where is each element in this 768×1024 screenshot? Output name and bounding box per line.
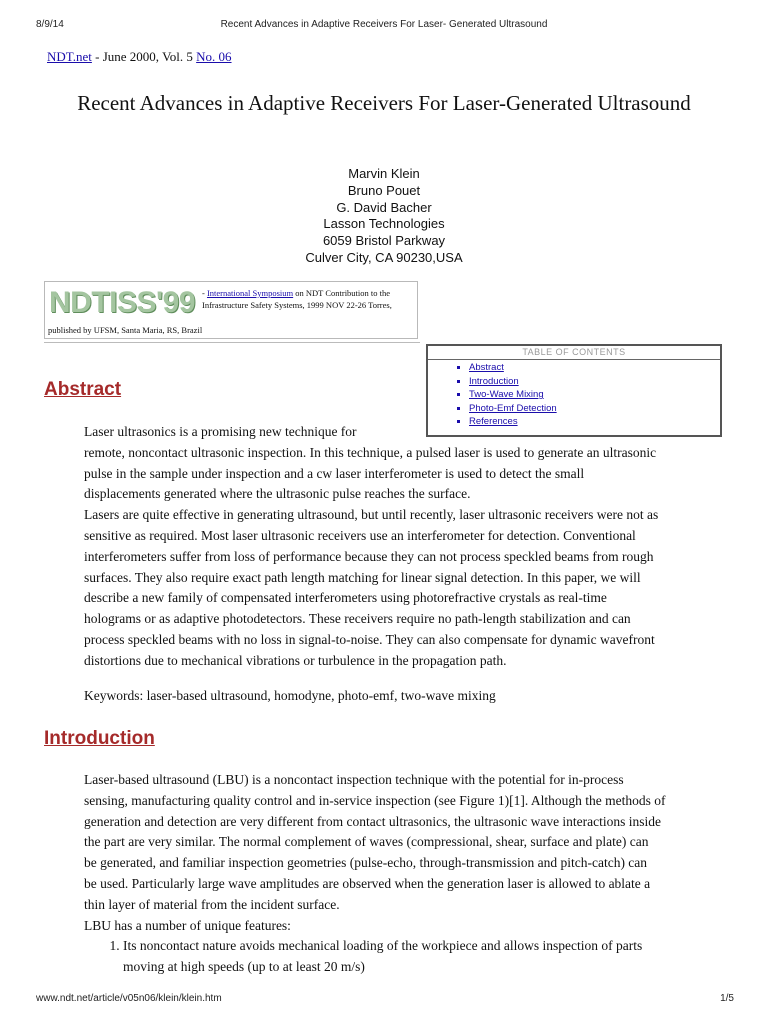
text-line: sensitive as required. Most laser ultrasonic receivers use an interferometer for detection. Conventional xyxy=(84,527,636,543)
address-line: Culver City, CA 90230,USA xyxy=(305,249,463,265)
toc-link-introduction[interactable]: Introduction xyxy=(469,375,519,387)
text-line: the part are very similar. The normal complement of waves (compressional, shear, surface and plate) can xyxy=(84,834,649,850)
symposium-link[interactable]: International Symposium xyxy=(206,288,294,298)
toc-link-two-wave-mixing[interactable]: Two-Wave Mixing xyxy=(469,389,544,401)
text-line: interferometers suffer from loss of performance because they can not process speckled beams from rough xyxy=(84,548,654,564)
publisher-text: published by UFSM, Santa Maria, RS, Brazil xyxy=(48,325,203,335)
text-line: moving at high speeds (up to at least 20 m/s) xyxy=(123,958,365,974)
toc-link-references[interactable]: References xyxy=(469,416,518,428)
text-line: process speckled beams with no loss in signal-to-noise. They can also compensate for dynamic wavefront xyxy=(84,631,655,647)
issue-link[interactable]: No. 06 xyxy=(196,49,232,64)
text-line: displacements generated where the ultrasonic pulse reaches the surface. xyxy=(84,486,471,502)
author-line: Marvin Klein xyxy=(348,166,420,181)
print-title: Recent Advances in Adaptive Receivers For Laser- Generated Ultrasound xyxy=(220,19,548,30)
text-line: pulse in the sample under inspection and a cw laser interferometer is used to detect the small xyxy=(84,465,585,481)
text-line: be used. Particularly large wave amplitudes are observed when the generation laser is allowed to ablate a xyxy=(84,875,651,891)
author-line: Bruno Pouet xyxy=(347,182,421,198)
toc-list xyxy=(457,361,557,429)
text-line: holograms or as adaptive photodetectors. These receivers require no path-length stabilization and can xyxy=(84,611,631,627)
text-line: remote, noncontact ultrasonic inspection. In this technique, a pulsed laser is used to generate an ultrasonic xyxy=(84,444,657,460)
text-line: be generated, and familiar inspection geometries (pulse-echo, through-transmission and pitch-catch) can xyxy=(84,855,648,871)
symposium-description xyxy=(202,287,414,311)
affiliation-line: Lasson Technologies xyxy=(323,216,445,232)
toc-item xyxy=(469,375,557,389)
symposium-text: on NDT Contribution to the Infrastructure Safety Systems, 1999 NOV 22-26 Torres, xyxy=(202,288,392,310)
toc-heading: TABLE OF CONTENTS xyxy=(428,346,720,360)
page-title: Recent Advances in Adaptive Receivers For Laser-Generated Ultrasound xyxy=(77,91,691,115)
introduction-heading: Introduction xyxy=(44,728,155,749)
site-link[interactable]: NDT.net xyxy=(47,49,92,64)
toc-item xyxy=(469,388,557,402)
text-line: LBU has a number of unique features: xyxy=(84,917,291,933)
divider xyxy=(44,342,420,343)
address-line: 6059 Bristol Parkway xyxy=(322,233,446,249)
print-page-number: 1/5 xyxy=(720,993,734,1004)
breadcrumb xyxy=(47,49,232,65)
text-line: distortions due to mechanical vibrations or turbulence in the propagation path. xyxy=(84,652,507,668)
toc-item xyxy=(469,361,557,375)
print-date: 8/9/14 xyxy=(36,19,64,30)
toc-link-abstract[interactable]: Abstract xyxy=(469,362,504,373)
issue-text: - June 2000, Vol. 5 xyxy=(91,49,197,64)
abstract-heading: Abstract xyxy=(44,379,122,400)
list-item xyxy=(123,936,763,978)
keywords: Keywords: laser-based ultrasound, homodyne, photo-emf, two-wave mixing xyxy=(84,688,496,703)
symposium-banner xyxy=(44,281,418,339)
text-line: surfaces. They also require exact path length matching for linear signal detection. In this paper, we will xyxy=(84,569,641,585)
author-line: G. David Bacher xyxy=(336,199,432,215)
text-line: thin layer of material from the incident surface. xyxy=(84,896,340,912)
ndtiss-logo: NDTISS'99 xyxy=(49,286,196,319)
author-block xyxy=(150,166,618,267)
feature-list xyxy=(84,936,763,978)
print-url: www.ndt.net/article/v05n06/klein/klein.htm xyxy=(36,993,222,1004)
toc-link-photo-emf[interactable]: Photo-Emf Detection xyxy=(469,402,557,414)
text-line: 1. Its noncontact nature avoids mechanical loading of the workpiece and allows inspection of parts xyxy=(123,938,643,953)
text-line: describe a new family of compensated interferometers using photorefractive crystals as real-time xyxy=(84,590,607,606)
introduction-body xyxy=(84,770,732,936)
text-line: generation and detection are very different from contact ultrasonics, the ultrasonic wave interactions inside xyxy=(84,813,662,829)
text-line: Lasers are quite effective in generating ultrasound, but until recently, laser ultrasonic receivers were not as xyxy=(84,507,659,523)
text-line: Laser ultrasonics is a promising new technique for xyxy=(84,424,357,439)
text-line: sensing, manufacturing quality control and in-service inspection (see Figure 1)[1]. Although the methods of xyxy=(84,792,666,808)
text-line: Laser-based ultrasound (LBU) is a noncontact inspection technique with the potential for in-process xyxy=(84,772,624,787)
abstract-body xyxy=(84,422,732,672)
toc-item xyxy=(469,402,557,416)
banner-dash: - xyxy=(202,288,207,298)
